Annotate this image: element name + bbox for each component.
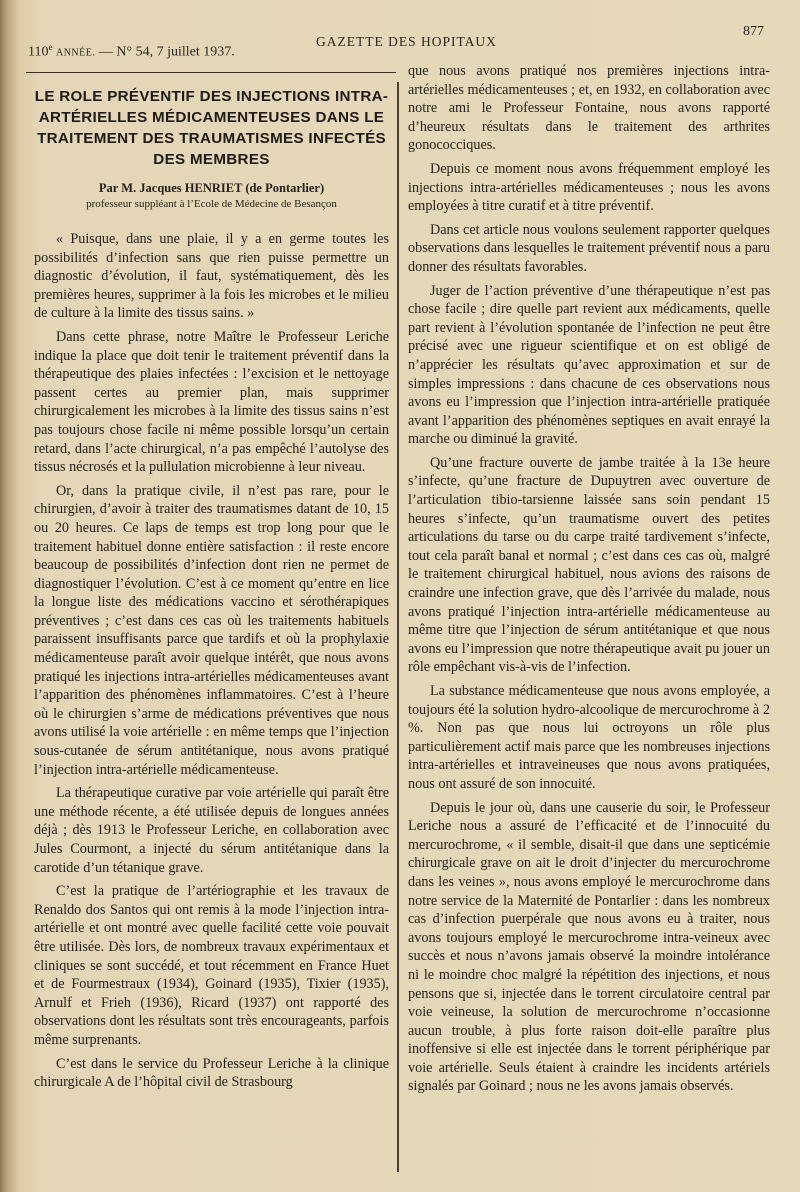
paragraph: Dans cette phrase, notre Maître le Professeur Leriche indique la place que doit tenir le traitement préventif dans la thérapeutique des plaies infectées : l’excision et le nettoyage passent certes au premier plan, mais supprimer chirurgicalement les microbes à la limite des tissus sains n’est pas toujours chose facile ni même possible lorsqu’un certain retard, dans l’acte chirurgical, n’a pas empêché l’autolyse des tissus nécrosés et la pullulation microbienne à leur niveau. [34,328,389,476]
issue-number: 110 [28,44,49,60]
column-rule [397,82,399,1172]
left-column [34,86,389,1097]
author-affiliation: professeur suppléant à l’Ecole de Médecine de Besançon [86,198,337,210]
page-number: 877 [743,24,764,39]
issue-number-suffix: e [48,42,53,52]
article-title: LE ROLE PRÉVENTIF DES INJECTIONS INTRA-ARTÉRIELLES MÉDICAMENTEUSES DANS LE TRAITEMENT DES TRAUMATISMES INFECTÉS DES MEMBRES [34,88,389,168]
left-body [34,230,389,1092]
paragraph: La thérapeutique curative par voie artérielle qui paraît être une méthode récente, a été utilisée depuis de longues années déjà ; dès 1913 le Professeur Leriche, en collaboration avec Jules Courmont, a injecté du sérum antitétanique dans la carotide d’un tétanique grave. [34,785,389,876]
paragraph: « Puisque, dans une plaie, il y a en germe toutes les possibilités d’infection sans que rien puisse permettre un diagnostic d’évolution, il faut, systématiquement, dès les premières heures, supprimer à la fois les microbes et le milieu de culture à la limite des tissus sains. » [34,231,389,322]
journal-name: GAZETTE DES HOPITAUX [316,34,497,49]
issue-date: — N° 54, 7 juillet 1937. [98,44,235,60]
paragraph: Or, dans la pratique civile, il n’est pas rare, pour le chirurgien, d’avoir à traiter des traumatismes datant de 10, 15 ou 20 heures. Ce laps de temps est trop long pour que le traitement habituel donne entière satisfaction : il reste encore beaucoup de possibilités d’infection dont rien ne permet de diagnostiquer l’évolution. C’est à ce moment qu’entre en lice la longue liste des médications vaccino et sérothérapiques préventives ; c’est dans ces cas où les traitements habituels paraissent insuffisants parce que tardifs et où la prophylaxie médicamenteuse paraît avoir quelque intérêt, que nous avons pratiqué les injections intra-artérielles médicamenteuses avant l’apparition des phénomènes inflammatoires. C’est à l’heure où le chirurgien s’arme de médications préventives que nous avons utilisé la voie artérielle : en même temps que l’injection sous-cutanée de sérum antitétanique, nous avons pratiqué l’injection intra-artérielle médicamenteuse. [34,482,389,778]
paragraph: Depuis le jour où, dans une causerie du soir, le Professeur Leriche nous a assuré de l’efficacité et de l’innocuité du mercurochrome, « il semble, disait-il que dans une septicémie chirurgicale grave on ait le droit d’injecter du mercurochrome dans les veines », nous avons employé le mercurochrome dans notre service de la Maternité de Pontarlier : dans les nombreux cas d’infection puerpérale que nous avons eu à traiter, nous avons toujours employé le mercurochrome intra-veineux avec succès et nous n’avons jamais observé la moindre intolérance ni le moindre choc malgré la répétition des injections, et nous pensons que si, injectée dans le torrent circulatoire central par voie veineuse, la solution de mercurochrome n’occasionne aucun trouble, à plus forte raison doit-elle paraître plus inoffensive si elle est injectée dans le torrent périphérique par voie artérielle. Seuls étaient à craindre les incidents artériels signalés par Goinard ; nous ne les avons jamais observés. [408,799,770,1095]
header-rule [26,72,396,73]
paragraph: Juger de l’action préventive d’une thérapeutique n’est pas chose facile ; dire quelle part revient aux médicaments, quelle part revient à l’évolution spontanée de l’infection ne peut être précisé avec une rigueur scientifique et on est obligé de n’apprécier les résultats qu’avec approximation et sur de simples impressions : dans chacune de ces observations nous avons eu l’impression que l’injection intra-artérielle pratiquée avant l’apparition des phénomènes septiques en avait enrayé la marche ou diminué la gravité. [408,282,770,448]
article-byline [34,180,389,212]
right-column [408,62,770,1101]
paragraph: C’est la pratique de l’artériographie et les travaux de Renaldo dos Santos qui ont remis à la mode l’injection intra-artérielle et ont montré avec quelle facilité cette voie pouvait être utilisée. Dès lors, de nombreux travaux expérimentaux et cliniques se sont succédé, et tout récemment en France Huet et de Fourmestraux (1934), Goinard (1935), Tixier (1935), Arnulf et Frieh (1936), Ricard (1937) ont rapporté des observations dont les résultats sont très encourageants, parfois même surprenants. [34,883,389,1048]
running-header [28,24,768,62]
author-line: Par M. Jacques HENRIET (de Pontarlier) [98,181,325,195]
issue-info [28,42,235,61]
paragraph: Depuis ce moment nous avons fréquemment employé les injections intra-artérielles médicamenteuses ; nous les avons employées à titre curatif et à titre préventif. [408,160,770,215]
paragraph: que nous avons pratiqué nos premières injections intra-artérielles médicamenteuses ; et, en 1932, en collaboration avec notre ami le Professeur Fontaine, nous avons rapporté d’heureux résultats dans le traitement des arthrites gonococciques. [408,63,770,154]
paragraph: Qu’une fracture ouverte de jambe traitée à la 13e heure s’infecte, qu’une fracture de Dupuytren avec ouverture de l’articulation tibio-tarsienne laissée sans soin pendant 15 heures s’infecte, qu’un traumatisme ouvert des petites articulations du tarse ou du carpe traité tardivement s’infecte, tout cela paraît banal et normal ; c’est dans ces cas où, malgré le traitement chirurgical habituel, nous avions des raisons de craindre une infection grave, que dès l’arrivée du malade, nous avons pratiqué l’injection intra-artérielle médicamenteuse au même titre que l’injection de sérum antitétanique et que nous avons eu l’impression que notre thérapeutique avait pu jouer un rôle empêchant vis-à-vis de l’infection. [408,454,770,676]
issue-annee: ANNÉE. [55,47,96,59]
paragraph: La substance médicamenteuse que nous avons employée, a toujours été la solution hydro-alcoolique de mercurochrome à 2 %. Non pas que nous lui octroyons un rôle plus particulièrement actif mais parce que les nombreuses injections intra-artérielles et intraveineuses que nous avons pratiquées, nous ont assuré de son innocuité. [408,683,770,792]
paragraph: C’est dans le service du Professeur Leriche à la clinique chirurgicale A de l’hôpital civil de Strasbourg [34,1055,389,1091]
paragraph: Dans cet article nous voulons seulement rapporter quelques observations dans lesquelles le traitement préventif nous a paru donner des résultats favorables. [408,221,770,275]
